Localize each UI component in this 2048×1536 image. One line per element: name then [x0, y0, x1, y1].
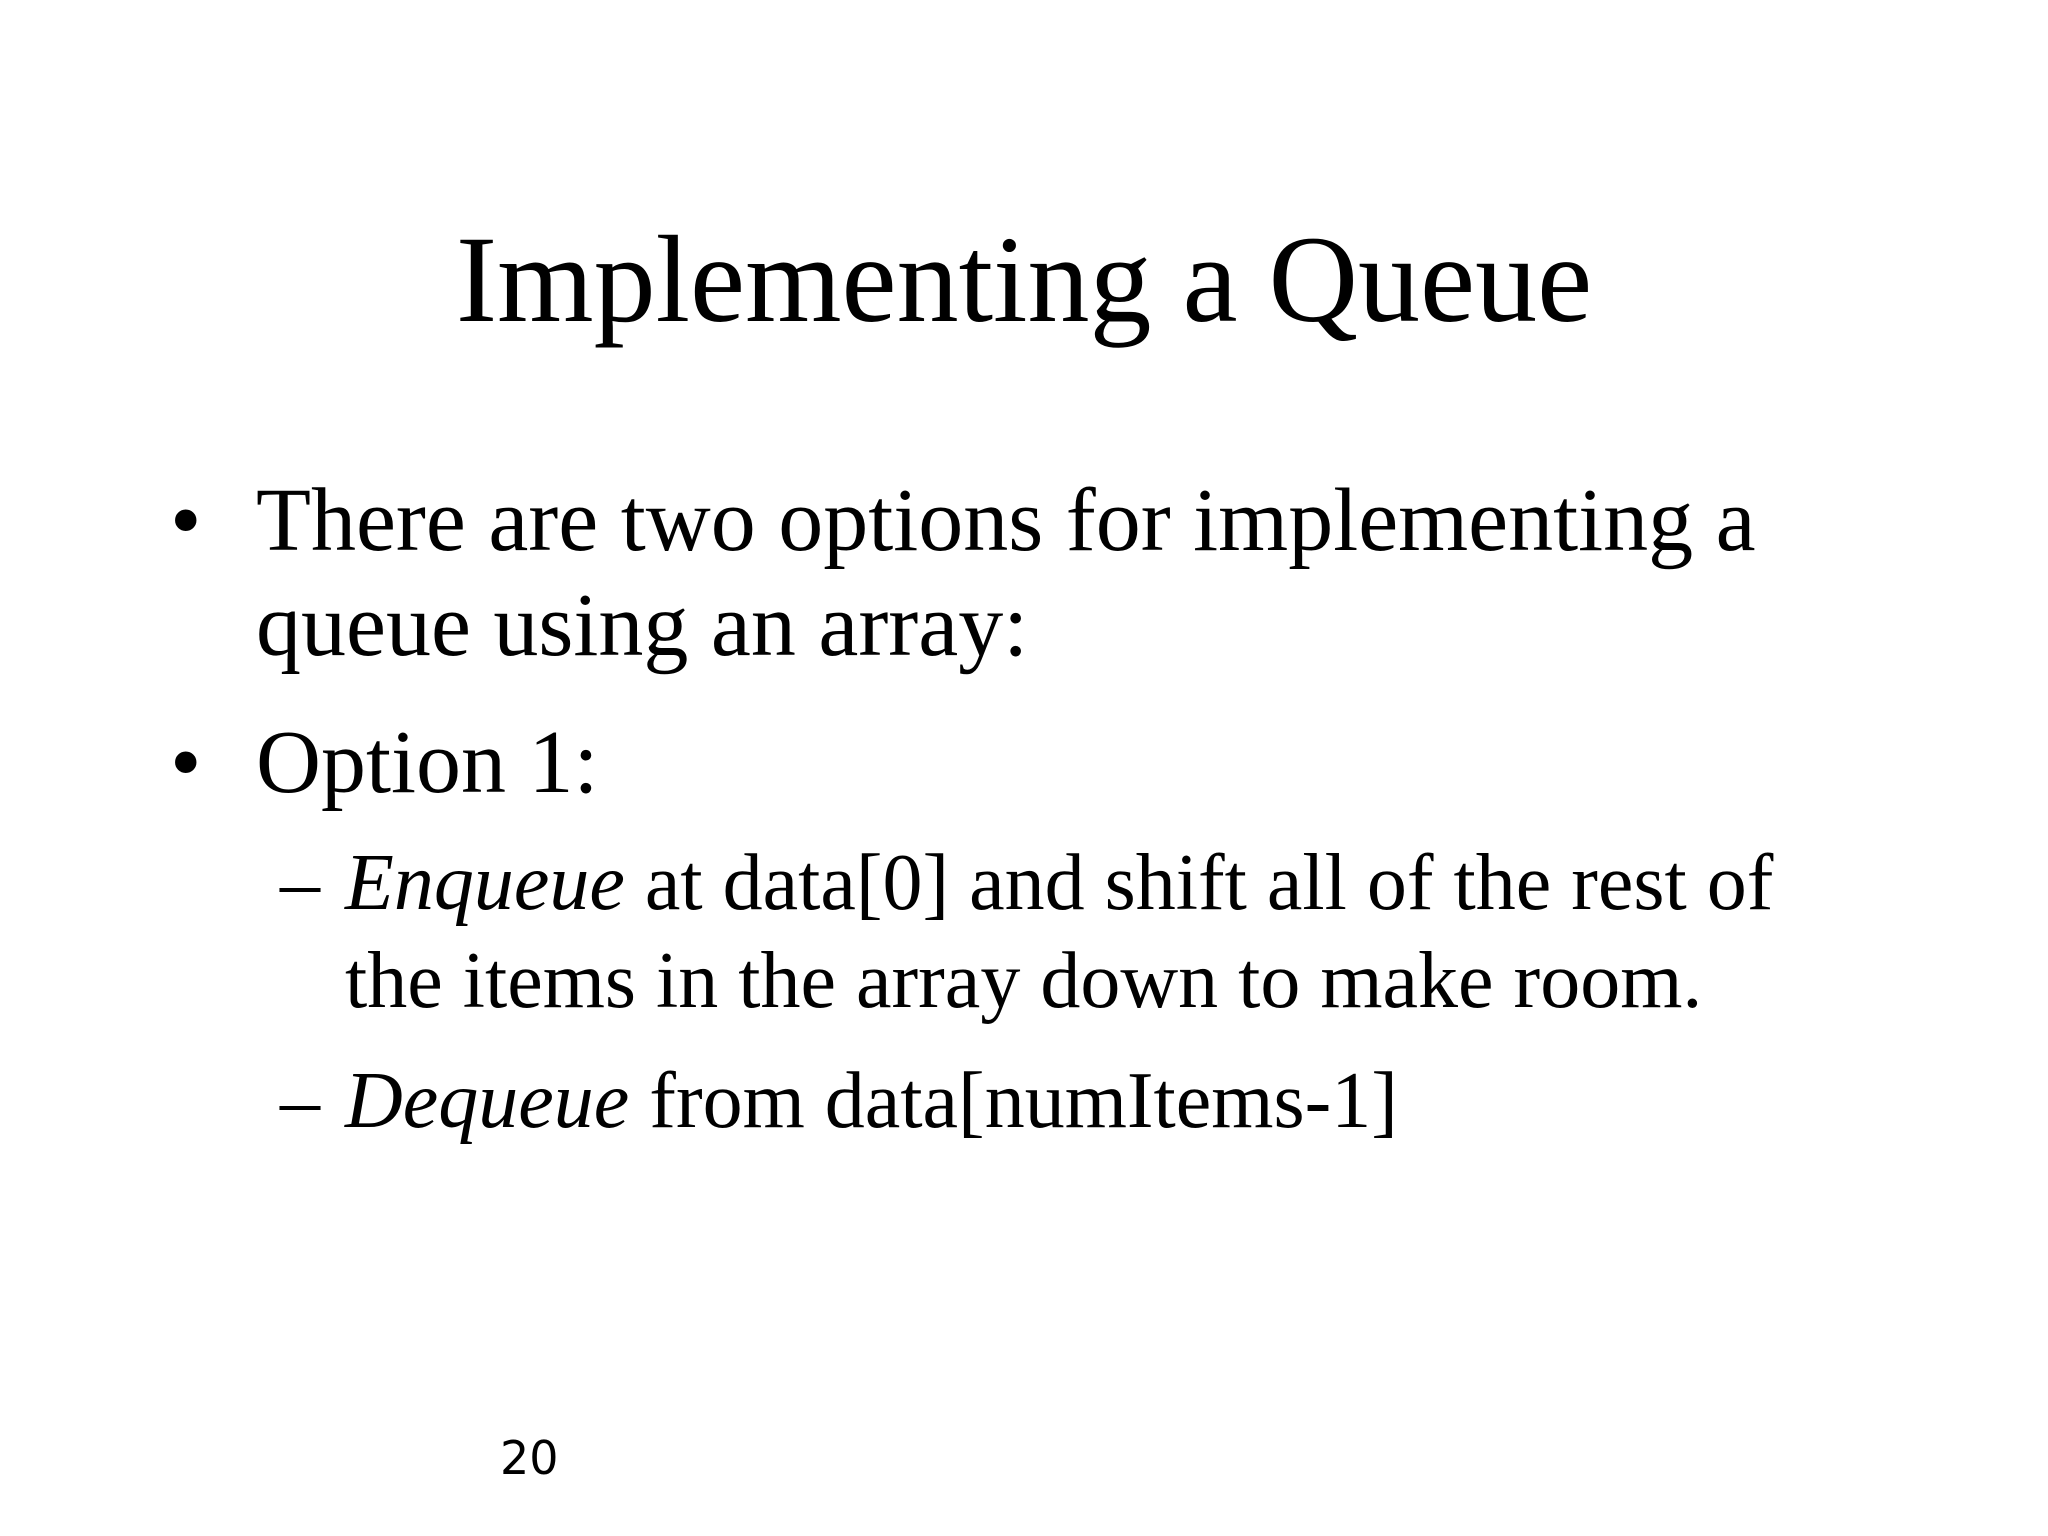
- bullet-line: Option 1:: [256, 713, 599, 812]
- bullet-line: There are two options for implementing a: [256, 471, 1756, 570]
- bullet-text: [256, 710, 599, 815]
- subbullet-text: [345, 1052, 1398, 1150]
- bullet-marker: •: [170, 471, 202, 570]
- bullet-line: queue using an array:: [256, 576, 1029, 675]
- slide-title: Implementing a Queue: [455, 211, 1593, 348]
- subbullet-line: [345, 834, 1773, 932]
- bullet-text: [256, 468, 1756, 678]
- subbullet-line: [345, 1052, 1398, 1150]
- emphasis-term: Enqueue: [345, 839, 625, 927]
- subbullet-marker: –: [280, 839, 320, 927]
- subbullet-text: [345, 834, 1773, 1030]
- bullet-marker: •: [170, 713, 202, 812]
- page-number: 20: [500, 1431, 559, 1485]
- subbullet-line: the items in the array down to make room.: [345, 937, 1703, 1025]
- subbullet-marker: –: [280, 1057, 320, 1145]
- emphasis-term: Dequeue: [345, 1057, 630, 1145]
- subbullet-line-rest: at data[0] and shift all of the rest of: [624, 839, 1774, 927]
- subbullet-line-rest: from data[numItems-1]: [629, 1057, 1398, 1145]
